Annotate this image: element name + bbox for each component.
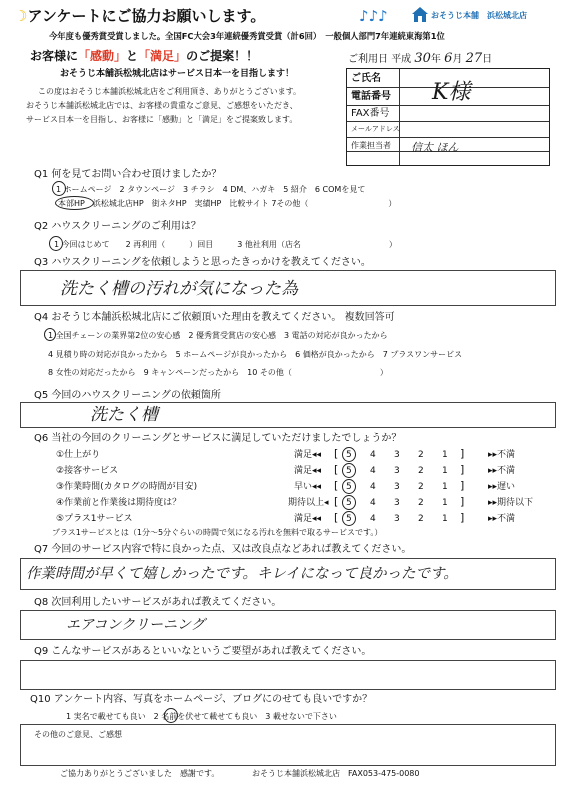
q6-scale-option-3[interactable]: 3 <box>394 498 400 508</box>
q6-scale-option-2[interactable]: 2 <box>418 466 424 476</box>
q6-scale-option-1[interactable]: 1 <box>442 466 448 476</box>
q4-line3: 8 女性の対応だったから 9 キャンペーンだったから 10 その他（ ） <box>48 368 388 377</box>
q10-question: Q10 アンケート内容、写真をホームページ、ブログにのせても良いですか？ <box>30 694 373 705</box>
q6-rating-table: ①仕上がり 満足◂◂ ▸▸不満 ②接客サービス 満足◂◂ ▸▸不満 ③作業時間(カタログの時間が目安) 早い◂◂ ▸▸遅い ④作業前と作業後は期待度は？ 期待以上◂ ▸▸期待以下 ⑤プラス1サービス 満足◂◂ ▸▸不満 [ 5 4 3 2 1 ] [ 5 4 3 2 1 ] [ 5 4 3 2 1 ] [ 5 4 3 2 1 ] [ 5 4 3 2 1 ] <box>56 447 534 524</box>
q8-question: Q8 次回利用したいサービスがあれば教えてください。 <box>34 597 282 608</box>
q6-selected-mark <box>342 479 356 494</box>
q6-scale-option-4[interactable]: 4 <box>370 466 376 476</box>
q6-scale-option-5[interactable]: 5 <box>346 450 352 460</box>
q6-scale-bracket-left: [ <box>334 479 339 492</box>
q6-scale-option-4[interactable]: 4 <box>370 498 376 508</box>
staff-value: 信太 ほん <box>411 141 459 154</box>
q6-scale-option-1[interactable]: 1 <box>442 498 448 508</box>
q6-scale-option-5[interactable]: 5 <box>346 498 352 508</box>
q2-options: 1 今回はじめて 2 再利用（ ）回目 3 他社利用（店名 ） <box>54 240 397 249</box>
logo-text: おそうじ本舗 <box>431 11 479 20</box>
q6-scale-bracket-right: ] <box>460 495 465 508</box>
q4-selection-mark <box>44 328 56 341</box>
q3-answer: 洗たく槽の汚れが気になった為 <box>60 279 298 299</box>
q3-question: Q3 ハウスクリーニングを依頼しようと思ったきっかけを教えてください。 <box>34 257 371 268</box>
q6-scale-bracket-right: ] <box>460 479 465 492</box>
q7-answer: 作業時間が早くて嬉しかったです。キレイになって良かったです。 <box>26 566 458 582</box>
q6-scale-option-3[interactable]: 3 <box>394 466 400 476</box>
staff-label: 作業担当者 <box>351 141 391 150</box>
q6-note: プラス1サービスとは（1分～5分ぐらいの時間で気になる汚れを無料で取るサービスです。） <box>52 528 383 537</box>
q6-selected-mark <box>342 463 356 478</box>
q6-scale-option-3[interactable]: 3 <box>394 514 400 524</box>
q1-options-line1: 1 ホームページ 2 タウンページ 3 チラシ 4 DM、ハガキ 5 紹介 6 COMを見て <box>56 185 366 194</box>
q6-scale-bracket-left: [ <box>334 463 339 476</box>
q10-other-label: その他のご意見、ご感想 <box>34 730 122 739</box>
q4-question: Q4 おそうじ本舗浜松城北店にご依頼頂いた理由を教えてください。 複数回答可 <box>34 312 395 323</box>
q6-scale-option-5[interactable]: 5 <box>346 514 352 524</box>
q6-scale-option-2[interactable]: 2 <box>418 482 424 492</box>
store-name: 浜松城北店 <box>487 11 527 20</box>
q6-question: Q6 当社の今回のクリーニングとサービスに満足していただけましたでしょうか？ <box>34 433 402 444</box>
moon-icon: ☽ <box>14 7 28 25</box>
q6-scale-option-3[interactable]: 3 <box>394 450 400 460</box>
phone-label: 電話番号 <box>351 91 391 102</box>
q10-options: 1 実名で載せても良い 2 名前を伏せて載せても良い 3 載せないで下さい <box>66 712 337 721</box>
q6-scale-bracket-left: [ <box>334 495 339 508</box>
q5-answer: 洗たく槽 <box>90 405 158 425</box>
q6-scale-option-1[interactable]: 1 <box>442 482 448 492</box>
q1-options-line2: 本部HP 浜松城北店HP 街ネタHP 実績HP 比較サイト 7その他（ ） <box>58 199 397 208</box>
usage-date: ご利用日 平成 30年 6月 27日 <box>348 51 493 66</box>
q2-selection-mark <box>49 236 63 251</box>
proposal-aim: おそうじ本舗浜松城北店はサービス日本一を目指します！ <box>60 69 295 79</box>
q1-selection-mark <box>52 181 66 196</box>
award-line: 今年度も優秀賞受賞しました。全国FC大会3年連続優秀賞受賞（計6回） 一般個人部門7年連続東海第1位 <box>49 31 445 41</box>
q8-answer: エアコンクリーニング <box>66 617 205 633</box>
q6-scale-bracket-right: ] <box>460 447 465 460</box>
footer-thanks: ご協力ありがとうございました 感謝です。 <box>60 769 220 778</box>
proposal-heading: お客様に「感動」と「満足」のご提案！！ <box>30 49 259 63</box>
q6-selected-mark <box>342 495 356 510</box>
proposal-para3: サービス日本一を目指し、お客様に「感動」と「満足」をご提案致します。 <box>26 115 298 124</box>
proposal-para1: この度はおそうじ本舗浜松城北店をご利用頂き、ありがとうございます。 <box>38 87 302 96</box>
q6-scale-bracket-right: ] <box>460 463 465 476</box>
q6-scale-option-5[interactable]: 5 <box>346 482 352 492</box>
q4-line1: 1 全国チェーンの業界第2位の安心感 2 優秀賞受賞店の安心感 3 電話の対応が良かったから <box>48 331 388 340</box>
q6-scale-option-3[interactable]: 3 <box>394 482 400 492</box>
q7-question: Q7 今回のサービス内容で特に良かった点、又は改良点などあれば教えてください。 <box>34 544 412 555</box>
fax-label: FAX番号 <box>351 108 390 119</box>
name-label: ご氏名 <box>351 73 381 84</box>
music-notes-icon: ♪♪♪ <box>359 7 388 25</box>
q2-question: Q2 ハウスクリーニングのご利用は？ <box>34 221 201 232</box>
q1-question: Q1 何を見てお問い合わせ頂けましたか？ <box>34 169 222 180</box>
q6-scale-bracket-left: [ <box>334 447 339 460</box>
proposal-para2: おそうじ本舗浜松城北店では、お客様の貴重なご意見、ご感想をいただき、 <box>26 101 298 110</box>
q6-scale-bracket-left: [ <box>334 511 339 524</box>
q1-honbu-mark <box>55 196 94 210</box>
survey-title: ☽アンケートにご協力お願いします。 <box>14 7 266 25</box>
q4-line2: 4 見積り時の対応が良かったから 5 ホームページが良かったから 6 価格が良かったから 7 プラスワンサービス <box>48 350 463 359</box>
q6-scale-option-1[interactable]: 1 <box>442 514 448 524</box>
q6-scale-option-1[interactable]: 1 <box>442 450 448 460</box>
q9-answer-box <box>20 660 556 690</box>
house-logo-icon <box>411 6 429 23</box>
q9-question: Q9 こんなサービスがあるといいなというご要望があれば教えてください。 <box>34 646 372 657</box>
q6-scale-option-2[interactable]: 2 <box>418 514 424 524</box>
email-label: メールアドレス <box>351 125 400 133</box>
q6-scale-option-2[interactable]: 2 <box>418 498 424 508</box>
customer-name-value: K様 <box>432 80 471 105</box>
q6-scale-option-4[interactable]: 4 <box>370 482 376 492</box>
q6-scale-bracket-right: ] <box>460 511 465 524</box>
q6-selected-mark <box>342 511 356 526</box>
q6-selected-mark <box>342 447 356 462</box>
q6-scale-option-2[interactable]: 2 <box>418 450 424 460</box>
footer-store: おそうじ本舗浜松城北店 FAX053-475-0080 <box>252 769 420 778</box>
q6-scale-option-4[interactable]: 4 <box>370 514 376 524</box>
q10-selection-mark <box>164 708 178 723</box>
q6-scale-option-4[interactable]: 4 <box>370 450 376 460</box>
q6-scale-option-5[interactable]: 5 <box>346 466 352 476</box>
q5-question: Q5 今回のハウスクリーニングの依頼箇所 <box>34 390 221 401</box>
